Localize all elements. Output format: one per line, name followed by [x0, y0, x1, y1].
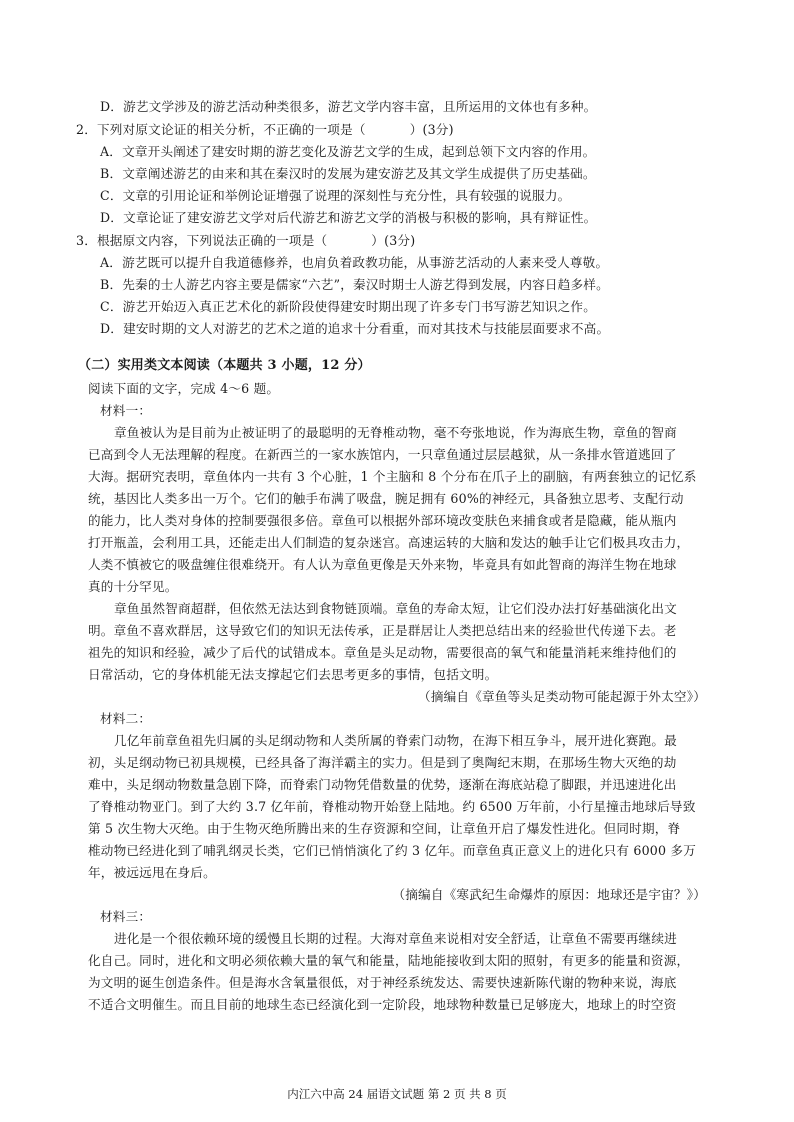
m3-text-line: 为文明的诞生创造条件。但是海水含氧量很低，对于神经系统发达、需要快速新陈代谢的物种来说，海底 [88, 975, 677, 990]
m2-text-line: 几亿年前章鱼祖先归属的头足纲动物和人类所属的脊索门动物，在海下相互争斗，展开进化赛跑。最 [114, 733, 677, 748]
m3-text-line: 化自己。同时，进化和文明必须依赖大量的氧气和能量，陆地能接收到太阳的照射，有更多的能量和资源， [88, 953, 690, 968]
q2-option-c: C．文章的引用论证和举例论证增强了说理的深刻性与充分性，具有较强的说服力。 [100, 188, 571, 203]
m2-text-line: 初，头足纲动物已初具规模，已经具备了海洋霸主的实力。但是到了奥陶纪末期，在那场生物大灭绝的劫 [88, 755, 677, 770]
q2-score: ）(3分) [409, 122, 454, 137]
m3-text-line: 进化是一个很依赖环境的缓慢且长期的过程。大海对章鱼来说相对安全舒适，让章鱼不需要再继续进 [114, 931, 677, 946]
q2-option-d: D．文章论证了建安游艺文学对后代游艺和游艺文学的消极与积极的影响，具有辩证性。 [100, 210, 597, 225]
material-1-label: 材料一： [100, 403, 152, 418]
q3-option-b: B．先秦的士人游艺内容主要是儒家“六艺”，秦汉时期士人游艺得到发展，内容日趋多样。 [100, 277, 609, 292]
q1-option-d: D．游艺文学涉及的游艺活动种类很多，游艺文学内容丰富，且所运用的文体也有多种。 [100, 99, 597, 114]
m1-text-line: 章鱼被认为是目前为止被证明了的最聪明的无脊椎动物，毫不夸张地说，作为海底生物，章鱼的智商 [114, 425, 677, 440]
m1-text-line: 的能力，比人类对身体的控制要强很多倍。章鱼可以根据外部环境改变肤色来捕食或者是隐藏，能从瓶内 [88, 513, 677, 528]
m1-text-line: 明。章鱼不喜欢群居，这导致它们的知识无法传承，正是群居让人类把总结出来的经验世代传递下去。老 [88, 623, 677, 638]
m2-source: （摘编自《寒武纪生命爆炸的原因：地球还是宇宙？》） [392, 887, 706, 902]
m3-text-line: 不适合文明催生。而且目前的地球生态已经演化到一定阶段，地球物种数量已足够庞大，地球上的时空资 [88, 997, 677, 1012]
question-3-stem [0, 230, 794, 252]
m1-text-line: 祖先的知识和经验，减少了后代的试错成本。章鱼是头足动物，需要很高的氧气和能量消耗来维持他们的 [88, 645, 677, 660]
page-footer: 内江六中高 24 届语文试题 第 2 页 共 8 页 [287, 1087, 507, 1101]
section-intro: 阅读下面的文字，完成 4～6 题。 [88, 381, 280, 396]
q3-option-d: D．建安时期的文人对游艺的艺术之道的追求十分看重，而对其技术与技能层面要求不高。 [100, 321, 610, 336]
q3-option-a: A．游艺既可以提升自我道德修养，也肩负着政教功能，从事游艺活动的人素来受人尊敬。 [100, 255, 609, 270]
m1-text-line: 日常活动，它的身体机能无法支撑起它们去思考更多的事情，包括文明。 [88, 667, 498, 682]
m1-text-line: 已高到令人无法理解的程度。在新西兰的一家水族馆内，一只章鱼通过层层越狱，从一条排水管道逃回了 [88, 447, 677, 462]
m1-text-line: 章鱼虽然智商超群，但依然无法达到食物链顶端。章鱼的寿命太短，让它们没办法打好基础演化出文 [114, 601, 677, 616]
q2-option-b: B．文章阐述游艺的由来和其在秦汉时的发展为建安游艺及其文学生成提供了历史基础。 [100, 166, 596, 181]
q3-option-c: C．游艺开始迈入真正艺术化的新阶段使得建安时期出现了许多专门书写游艺知识之作。 [100, 299, 596, 314]
q3-stem-text: 3．根据原文内容，下列说法正确的一项是（ [76, 233, 328, 248]
m1-text-line: 打开瓶盖，会利用工具，还能走出人们制造的复杂迷宫。高速运转的大脑和发达的触手让它们极具攻击力， [88, 535, 690, 550]
material-2-label: 材料二： [100, 711, 152, 726]
q2-option-a: A．文章开头阐述了建安时期的游艺变化及游艺文学的生成，起到总领下文内容的作用。 [100, 144, 596, 159]
m1-text-line: 大海。据研究表明，章鱼体内一共有 3 个心脏，1 个主脑和 8 个分布在爪子上的副脑，有两套独立的记忆系 [88, 469, 697, 484]
m2-text-line: 第 5 次生物大灭绝。由于生物灭绝所腾出来的生存资源和空间，让章鱼开启了爆发性进化。但同时期，脊 [88, 821, 681, 836]
m2-text-line: 了脊椎动物亚门。到了大约 3.7 亿年前，脊椎动物开始登上陆地。约 6500 万年前，小行星撞击地球后导致 [88, 799, 696, 814]
m1-text-line: 统，基因比人类多出一万个。它们的触手布满了吸盘，腕足拥有 60%的神经元，具备独立思考、支配行动 [88, 491, 684, 506]
m2-text-line: 难中，头足纲动物数量急剧下降，而脊索门动物凭借数量的优势，逐渐在海底站稳了脚跟，并迅速进化出 [88, 777, 677, 792]
m2-text-line: 年，被远远甩在身后。 [88, 865, 216, 880]
material-3-label: 材料三： [100, 909, 152, 924]
q2-stem-text: 2．下列对原文论证的相关分析，不正确的一项是（ [76, 122, 366, 137]
m1-source: （摘编自《章鱼等头足类动物可能起源于外太空》） [418, 689, 706, 704]
section-title: （二）实用类文本阅读（本题共 3 小题，12 分） [78, 358, 371, 373]
m2-text-line: 椎动物已经进化到了哺乳纲灵长类，它们已悄悄演化了约 3 亿年。而章鱼真正意义上的进化只有 6000 多万 [88, 843, 697, 858]
m1-text-line: 人类不慎被它的吸盘缠住很难绕开。有人认为章鱼更像是天外来物，毕竟具有如此智商的海洋生物在地球 [88, 557, 677, 572]
m1-text-line: 真的十分罕见。 [88, 579, 178, 594]
question-2-stem [0, 119, 794, 141]
q3-score: ）(3分) [371, 233, 416, 248]
